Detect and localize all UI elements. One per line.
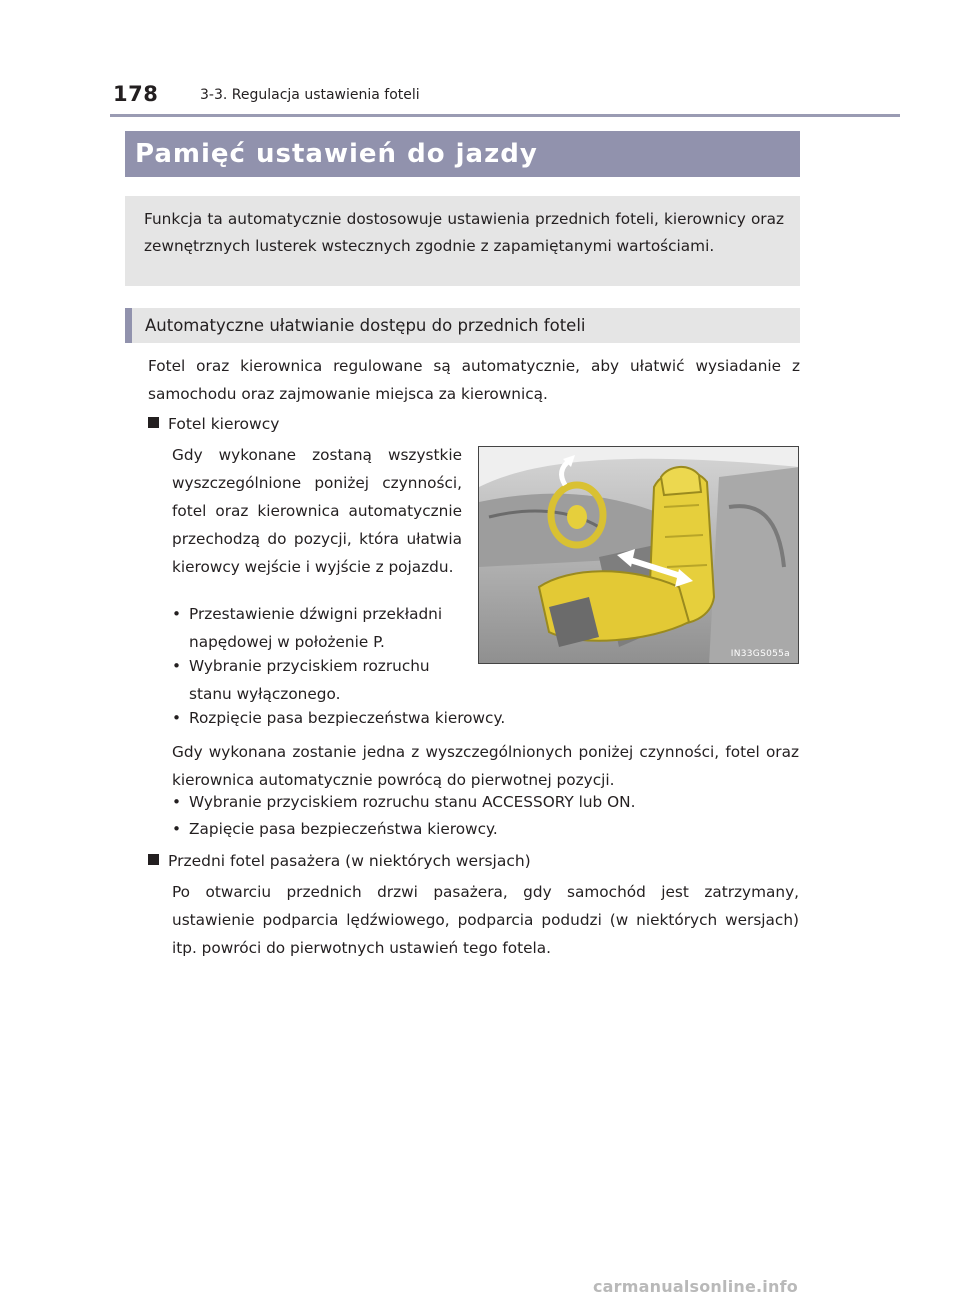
- running-header: 3-3. Regulacja ustawienia foteli: [200, 87, 420, 103]
- list-item: [172, 652, 462, 708]
- page-title: Pamięć ustawień do jazdy: [135, 139, 538, 169]
- square-bullet-icon: [148, 417, 159, 428]
- seat-illustration: [478, 446, 799, 664]
- list-item-text: Przestawienie dźwigni przekładni napędowej w położenie P.: [189, 605, 443, 651]
- passenger-seat-heading-text: Przedni fotel pasażera (w niektórych wersjach): [168, 852, 531, 870]
- driver-seat-heading: [148, 410, 279, 438]
- page-title-bar: [125, 131, 800, 177]
- list-item: [172, 600, 462, 656]
- list-item-text: Zapięcie pasa bezpieczeństwa kierowcy.: [189, 820, 498, 838]
- section-heading-bar: [125, 308, 800, 343]
- section-heading: Automatyczne ułatwianie dostępu do przednich foteli: [145, 316, 586, 335]
- seat-illustration-graphic: [479, 447, 799, 664]
- figure-code: IN33GS055a: [730, 649, 790, 659]
- bullet-dot-icon: •: [172, 657, 182, 675]
- bullet-dot-icon: •: [172, 709, 182, 727]
- list-item: [172, 788, 792, 816]
- intro-box: Funkcja ta automatycznie dostosowuje ustawienia przednich foteli, kierownicy oraz zewnętrznych lusterek wstecznych zgodnie z zapamiętanymi wartościami.: [125, 196, 800, 286]
- list-item: [172, 704, 792, 732]
- driver-seat-text: Gdy wykonane zostaną wszystkie wyszczególnione poniżej czynności, fotel oraz kierownica automatycznie przechodzą do pozycji, która ułatwia kierowcy wejście i wyjście z pojazdu.: [172, 446, 462, 576]
- passenger-seat-text: Po otwarciu przednich drzwi pasażera, gdy samochód jest zatrzymany, ustawienie podparcia lędźwiowego, podparcia podudzi (w niektórych wersjach) itp. powróci do pierwotnych ustawień tego fotela.: [172, 883, 799, 957]
- driver-seat-heading-text: Fotel kierowcy: [168, 415, 280, 433]
- watermark: carmanualsonline.info: [593, 1277, 798, 1296]
- return-text: Gdy wykonana zostanie jedna z wyszczególnionych poniżej czynności, fotel oraz kierownica automatycznie powrócą do pierwotnej pozycji.: [172, 743, 799, 789]
- bullet-dot-icon: •: [172, 820, 182, 838]
- list-item-text: Wybranie przyciskiem rozruchu stanu wyłączonego.: [189, 657, 430, 703]
- section-intro: Fotel oraz kierownica regulowane są automatycznie, aby ułatwić wysiadanie z samochodu oraz zajmowanie miejsca za kierownicą.: [148, 357, 800, 403]
- list-item: [172, 815, 792, 843]
- bullet-dot-icon: •: [172, 605, 182, 623]
- header-rule: [110, 114, 900, 117]
- list-item-text: Wybranie przyciskiem rozruchu stanu ACCESSORY lub ON.: [189, 793, 636, 811]
- bullet-dot-icon: •: [172, 793, 182, 811]
- list-item-text: Rozpięcie pasa bezpieczeństwa kierowcy.: [189, 709, 506, 727]
- page-number: 178: [113, 82, 159, 106]
- square-bullet-icon: [148, 854, 159, 865]
- passenger-seat-heading: [148, 847, 531, 875]
